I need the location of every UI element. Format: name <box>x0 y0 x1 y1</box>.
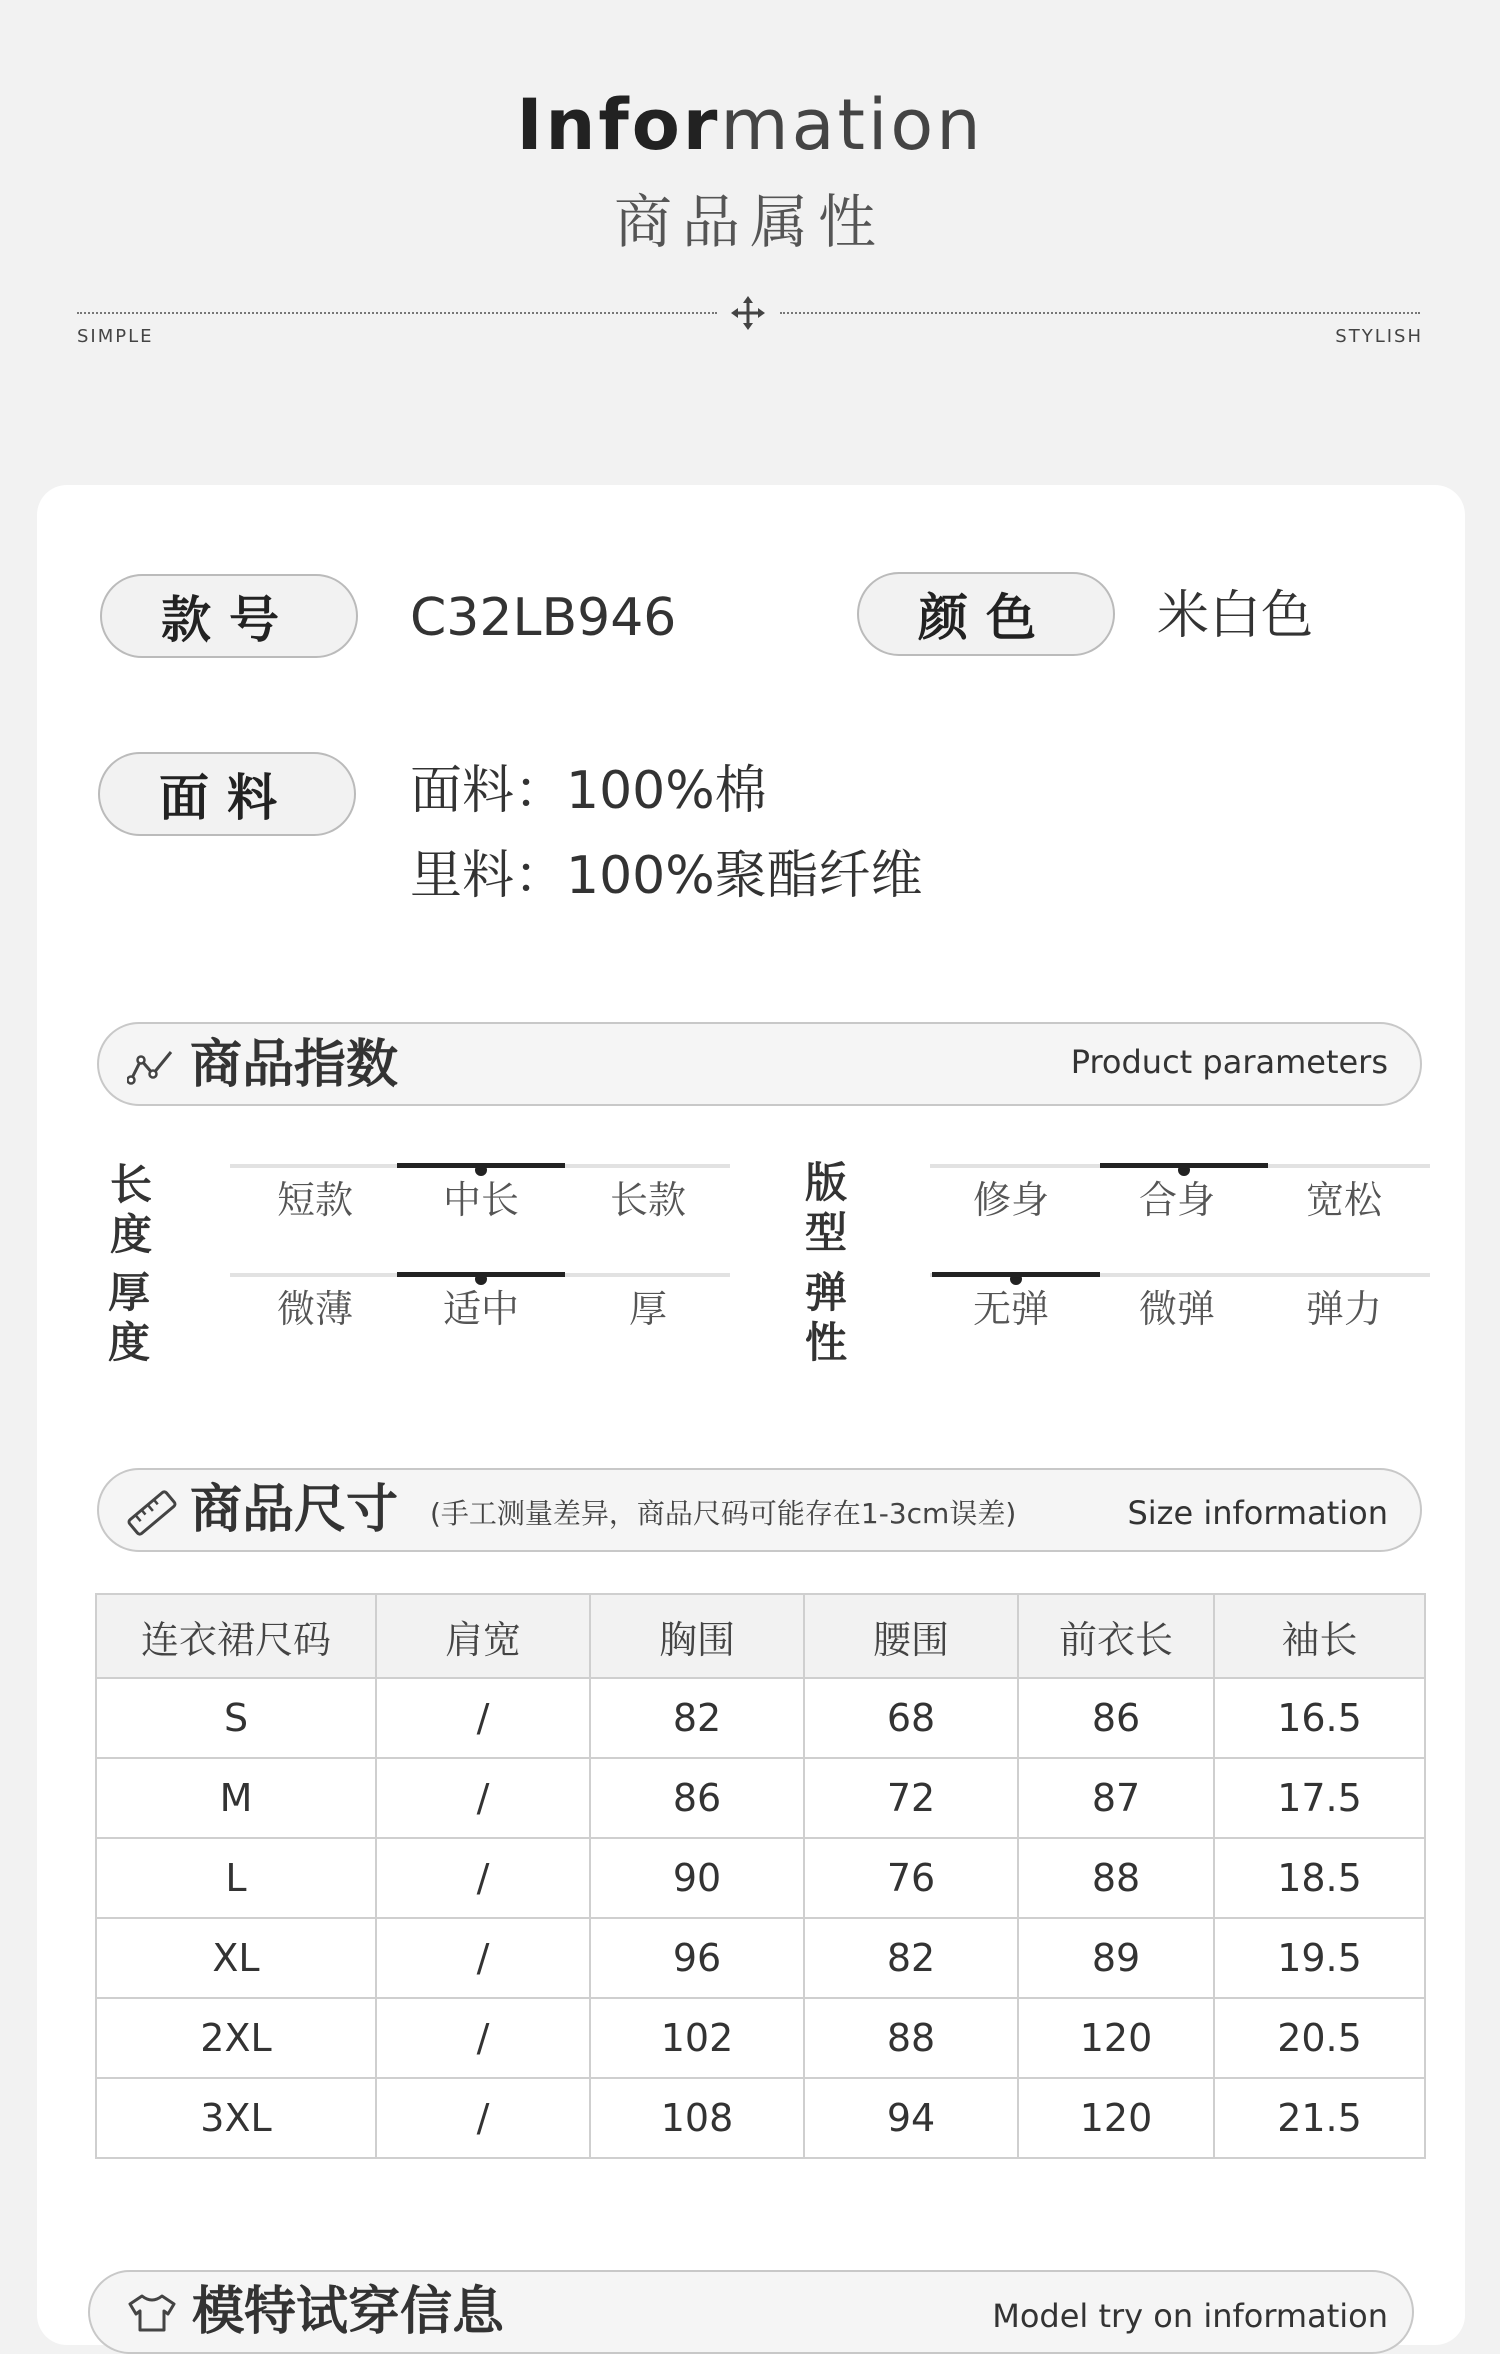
move-cross-icon <box>731 296 765 330</box>
table-cell: 3XL <box>96 2078 376 2158</box>
params-section-title: 商品指数 <box>190 1035 399 1095</box>
table-cell: 86 <box>590 1758 804 1838</box>
col-header-waist: 腰围 <box>804 1594 1018 1678</box>
table-cell: 120 <box>1018 1998 1214 2078</box>
param-option: 厚 <box>628 1287 667 1331</box>
table-cell: 96 <box>590 1918 804 1998</box>
col-header-front-length: 前衣长 <box>1018 1594 1214 1678</box>
table-cell: / <box>376 2078 590 2158</box>
table-row <box>96 1678 1425 1758</box>
table-cell: / <box>376 1998 590 2078</box>
param-option: 合身 <box>1138 1178 1215 1222</box>
fabric-label: 面料 <box>98 752 356 836</box>
table-cell: XL <box>96 1918 376 1998</box>
col-header-shoulder: 肩宽 <box>376 1594 590 1678</box>
table-cell: 20.5 <box>1214 1998 1425 2078</box>
col-header-size: 连衣裙尺码 <box>96 1594 376 1678</box>
table-cell: 89 <box>1018 1918 1214 1998</box>
table-row <box>96 1998 1425 2078</box>
param-option: 宽松 <box>1305 1178 1382 1222</box>
param-label: 弹性 <box>805 1268 848 1367</box>
style-no-value: C32LB946 <box>410 588 677 648</box>
param-option: 弹力 <box>1305 1287 1382 1331</box>
divider-left <box>77 312 717 314</box>
table-cell: L <box>96 1838 376 1918</box>
param-option: 短款 <box>276 1178 353 1222</box>
param-option: 微薄 <box>276 1287 353 1331</box>
param-option: 微弹 <box>1138 1287 1215 1331</box>
table-cell: 16.5 <box>1214 1678 1425 1758</box>
table-cell: 88 <box>1018 1838 1214 1918</box>
size-section-note: (手工测量差异，商品尺码可能存在1-3cm误差) <box>430 1497 1017 1530</box>
fabric-outer: 面料：100%棉 <box>410 761 767 821</box>
page-subtitle: 商品属性 <box>613 188 886 256</box>
params-section-subtitle: Product parameters <box>1070 1043 1388 1081</box>
table-cell: 18.5 <box>1214 1838 1425 1918</box>
line-chart-icon <box>127 1046 175 1086</box>
color-label: 颜色 <box>857 572 1115 656</box>
table-cell: 82 <box>590 1678 804 1758</box>
table-row <box>96 2078 1425 2158</box>
table-header-row <box>96 1594 1425 1678</box>
table-cell: 72 <box>804 1758 1018 1838</box>
size-section-title: 商品尺寸 <box>190 1480 399 1540</box>
table-cell: 90 <box>590 1838 804 1918</box>
param-option: 长款 <box>609 1178 686 1222</box>
table-cell: 120 <box>1018 2078 1214 2158</box>
table-cell: 2XL <box>96 1998 376 2078</box>
param-indicator-dot <box>1010 1273 1022 1285</box>
size-section-subtitle: Size information <box>1127 1494 1388 1532</box>
table-cell: 108 <box>590 2078 804 2158</box>
table-cell: 19.5 <box>1214 1918 1425 1998</box>
col-header-sleeve: 袖长 <box>1214 1594 1425 1678</box>
table-cell: S <box>96 1678 376 1758</box>
param-option: 无弹 <box>972 1287 1049 1331</box>
table-cell: / <box>376 1838 590 1918</box>
table-cell: / <box>376 1758 590 1838</box>
tag-simple: SIMPLE <box>77 326 154 347</box>
param-indicator-dot <box>475 1164 487 1176</box>
param-label: 厚度 <box>108 1268 151 1367</box>
table-cell: 17.5 <box>1214 1758 1425 1838</box>
table-cell: 86 <box>1018 1678 1214 1758</box>
tshirt-icon <box>126 2292 178 2332</box>
param-indicator-dot <box>1178 1164 1190 1176</box>
table-cell: 87 <box>1018 1758 1214 1838</box>
style-no-label: 款号 <box>100 574 358 658</box>
table-cell: / <box>376 1678 590 1758</box>
table-cell: M <box>96 1758 376 1838</box>
table-cell: 88 <box>804 1998 1018 2078</box>
table-cell: 94 <box>804 2078 1018 2158</box>
title-light-part: mation <box>720 84 984 166</box>
table-cell: 102 <box>590 1998 804 2078</box>
title-bold-part: Infor <box>516 84 721 166</box>
table-cell: 82 <box>804 1918 1018 1998</box>
param-option: 适中 <box>442 1287 519 1331</box>
param-label: 长度 <box>110 1160 153 1259</box>
param-indicator-dot <box>475 1273 487 1285</box>
table-cell: 76 <box>804 1838 1018 1918</box>
table-cell: 21.5 <box>1214 2078 1425 2158</box>
param-label: 版型 <box>805 1158 848 1257</box>
table-row <box>96 1758 1425 1838</box>
model-section-subtitle: Model try on information <box>992 2297 1388 2335</box>
fabric-lining: 里料：100%聚酯纤维 <box>410 846 923 906</box>
table-row <box>96 1838 1425 1918</box>
page-title <box>0 80 1500 170</box>
table-cell: / <box>376 1918 590 1998</box>
param-option: 中长 <box>442 1178 519 1222</box>
col-header-bust: 胸围 <box>590 1594 804 1678</box>
tag-stylish: STYLISH <box>1335 326 1423 347</box>
color-value: 米白色 <box>1157 586 1314 646</box>
ruler-icon <box>126 1490 178 1536</box>
table-cell: 68 <box>804 1678 1018 1758</box>
divider-right <box>780 312 1420 314</box>
size-table <box>95 1593 1426 2159</box>
model-section-title: 模特试穿信息 <box>192 2282 505 2342</box>
table-row <box>96 1918 1425 1998</box>
param-option: 修身 <box>972 1178 1049 1222</box>
